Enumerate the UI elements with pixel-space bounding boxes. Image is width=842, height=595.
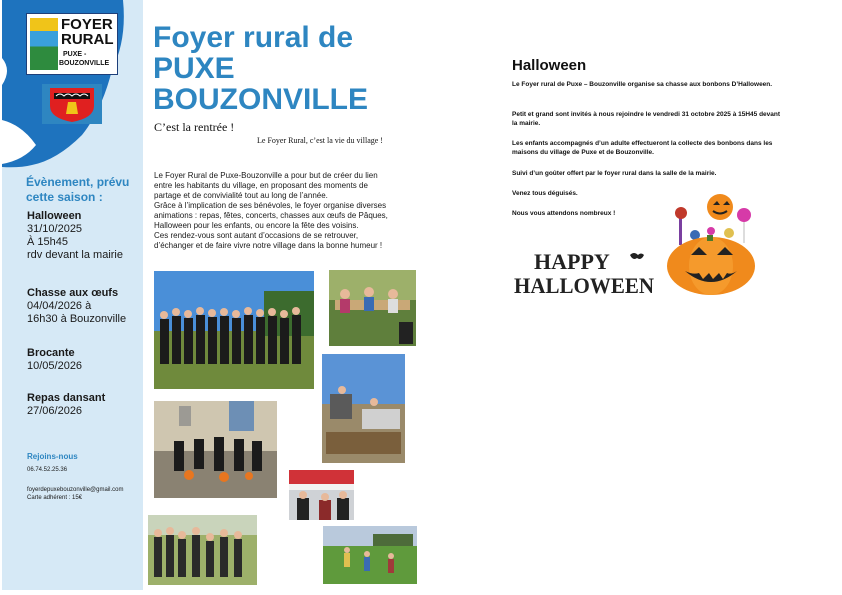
photo-red-stand [289,470,354,520]
pumpkin-icon [663,193,759,296]
halloween-paragraph-6: Nous vous attendons nombreux ! [512,210,616,217]
sidebar [2,0,143,590]
logo-line-2: RURAL [61,31,114,48]
happy-halloween-art [512,245,657,300]
event-name: Halloween [27,210,82,222]
event-halloween [27,210,123,262]
foyer-rural-logo [26,13,118,75]
halloween-paragraph-4: Suivi d’un goûter offert par le foyer rural dans la salle de la mairie. [512,170,717,177]
event-date: 27/06/2026 [27,405,83,417]
page-title [153,22,368,115]
event-repas-dansant [27,392,105,418]
halloween-paragraph-2: Petit et grand sont invités à nous rejoindre le vendredi 31 octobre 2025 à 15H45 devant la mairie. [512,111,781,127]
title-line-2: PUXE [153,52,235,85]
photo-families-group [148,515,257,585]
photo-bbq-stand [322,354,405,463]
photo-kids-table [329,270,416,346]
event-date: 31/10/2025 [27,223,83,235]
halloween-paragraph-5: Venez tous déguisés. [512,190,578,197]
logo-line-1: FOYER [61,16,113,33]
phone-number: 06.74.52.25.36 [27,467,68,473]
title-line-1: Foyer rural de [153,21,354,54]
event-name: Brocante [27,347,75,359]
photo-halloween-group [154,401,277,498]
join-heading: Rejoins-nous [27,452,78,461]
art-text-line-1: HAPPY [534,249,610,274]
event-place: 16h30 à Bouzonville [27,313,127,325]
logo-mark-icon [30,18,58,70]
events-heading: Évènement, prévu cette saison : [26,175,130,204]
intro-paragraph: Le Foyer Rural de Puxe-Bouzonville a pour but de créer du lien entre les habitants du village, en proposant des moments de partage et de convivialité tout au long de l’année. Grâce à l’implication de ses bénévoles, le foyer organise diverses animations : repas, fêtes, concerts, chasses aux œufs de Pâques, Halloween pour les enfants, ou encore la fête des voisins. Ces rendez-vous sont autant d’occasions de se retrouver, d’échanger et de faire vivre notre village dans la bonne humeur ! [154,171,388,250]
event-date: 10/05/2026 [27,360,83,372]
photo-egg-hunt [323,526,417,584]
logo-line-3: PUXE - [63,51,87,58]
halloween-paragraph-3: Les enfants accompagnés d’un adulte effectueront la collecte des bonbons dans les maisons du village de Puxe et de Bouzonville. [512,140,773,156]
event-date: 04/04/2026 à [27,300,92,312]
art-text-line-2: HALLOWEEN [514,273,655,298]
title-line-3: BOUZONVILLE [153,83,368,116]
event-time: À 15h45 [27,236,68,248]
subtitle: C’est la rentrée ! [154,120,235,134]
halloween-paragraph-1: Le Foyer rural de Puxe – Bouzonville organise sa chasse aux bonbons D’Halloween. [512,81,773,88]
event-chasse-aux-oeufs [27,287,126,326]
event-name: Chasse aux œufs [27,287,119,299]
event-name: Repas dansant [27,392,106,404]
event-place: rdv devant la mairie [27,249,123,261]
bat-icon [630,253,644,259]
email-address: foyerdepuxebouzonville@gmail.com [27,487,124,493]
membership-fee: Carte adhérent : 15€ [27,495,83,501]
tagline: Le Foyer Rural, c’est la vie du village ! [257,136,383,145]
halloween-title: Halloween [512,57,587,74]
event-brocante [27,347,82,373]
photo-volunteers-group [154,271,314,389]
logo-line-4: BOUZONVILLE [59,60,110,67]
crest-icon [42,84,102,124]
